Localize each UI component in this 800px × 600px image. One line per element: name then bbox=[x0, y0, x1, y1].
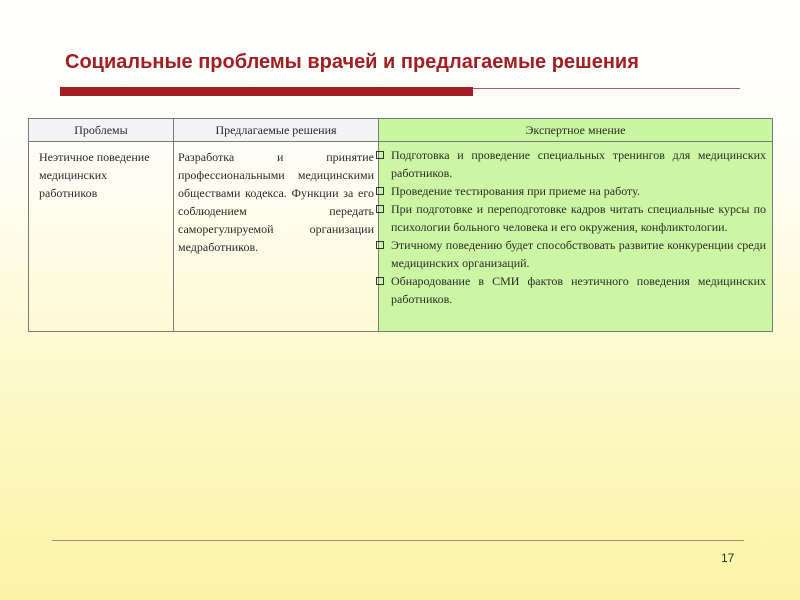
list-item bbox=[383, 236, 766, 272]
page-number: 17 bbox=[721, 551, 735, 565]
checkbox-bullet-icon bbox=[376, 205, 384, 213]
footer-divider bbox=[52, 540, 744, 541]
problem-cell: Неэтичное поведение медицинских работников bbox=[29, 142, 174, 332]
slide-title: Социальные проблемы врачей и предлагаемые решения bbox=[65, 51, 639, 73]
table-row bbox=[29, 142, 773, 332]
checkbox-bullet-icon bbox=[376, 187, 384, 195]
list-item-text: Подготовка и проведение специальных тренингов для медицинских работников. bbox=[391, 148, 766, 180]
checkbox-bullet-icon bbox=[376, 241, 384, 249]
problems-table bbox=[28, 118, 773, 332]
list-item bbox=[383, 182, 766, 200]
list-item bbox=[383, 200, 766, 236]
title-accent-bar bbox=[60, 87, 473, 96]
list-item-text: Проведение тестирования при приеме на работу. bbox=[391, 184, 640, 198]
header-expert-opinion: Экспертное мнение bbox=[379, 119, 773, 142]
solution-cell: Разработка и принятие профессиональными медицинскими обществами кодекса. Функции за его соблюдением передать саморегулируемой организации медработников. bbox=[174, 142, 379, 332]
expert-opinion-list bbox=[383, 146, 766, 308]
list-item bbox=[383, 272, 766, 308]
list-item-text: Этичному поведению будет способствовать развитие конкуренции среди медицинских организаций. bbox=[391, 238, 766, 270]
list-item-text: При подготовке и переподготовке кадров читать специальные курсы по психологии больного человека и его окружения, конфликтологии. bbox=[391, 202, 766, 234]
title-rule-line bbox=[473, 88, 740, 89]
checkbox-bullet-icon bbox=[376, 277, 384, 285]
header-solutions: Предлагаемые решения bbox=[174, 119, 379, 142]
list-item bbox=[383, 146, 766, 182]
checkbox-bullet-icon bbox=[376, 151, 384, 159]
expert-opinion-cell bbox=[379, 142, 773, 332]
list-item-text: Обнародование в СМИ фактов неэтичного поведения медицинских работников. bbox=[391, 274, 766, 306]
table-header-row bbox=[29, 119, 773, 142]
header-problems: Проблемы bbox=[29, 119, 174, 142]
